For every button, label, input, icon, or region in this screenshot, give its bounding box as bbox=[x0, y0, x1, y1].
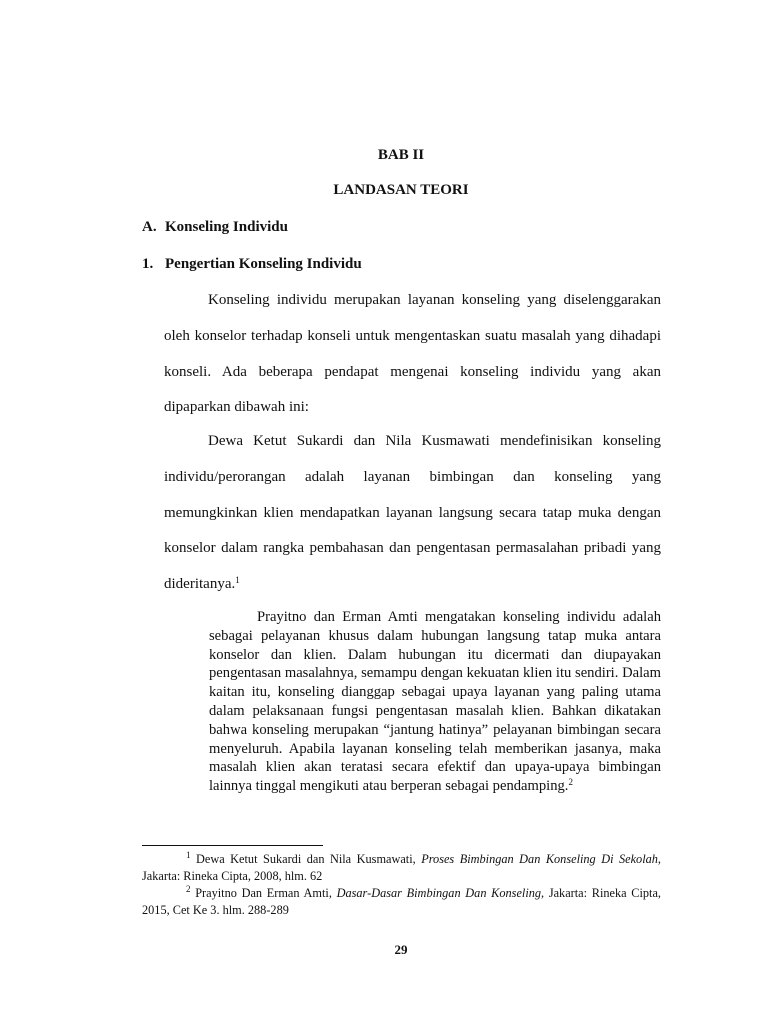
section-marker: A. bbox=[142, 219, 157, 235]
footnote bbox=[142, 851, 661, 885]
page-number: 29 bbox=[394, 942, 408, 957]
paragraph-text: Dewa Ketut Sukardi dan Nila Kusmawati mendefinisikan konseling individu/perorangan adalah layanan bimbingan dan konseling yang memungkinkan klien mendapatkan layanan langsung secara tatap muka dengan konselor dalam rangka pembahasan dan pengentasan permasalahan pribadi yang dideritanya. bbox=[164, 433, 661, 593]
footnote-text: Prayitno Dan Erman Amti, bbox=[195, 886, 337, 900]
footnote-publication: , Jakarta: Rineka Cipta, 2015, Cet Ke 3. hlm. 288-289 bbox=[142, 886, 661, 917]
block-quote bbox=[209, 608, 661, 796]
footnote-number: 2 bbox=[186, 884, 191, 894]
quote-text: Prayitno dan Erman Amti mengatakan konseling individu adalah sebagai pelayanan khusus dalam hubungan langsung tatap muka antara konselor dan klien. Dalam hubungan itu dicermati dan diupayakan pengentasan masalahnya, semampu dengan kekuatan klien itu sendiri. Dalam kaitan itu, konseling dianggap sebagai upaya layanan yang paling utama dalam pelaksanaan fungsi pengentasan masalah klien. Bahkan dikatakan bahwa konseling merupakan “jantung hatinya” pelayanan bimbingan secara menyeluruh. Apabila layanan konseling telah memberikan jasanya, maka masalah klien akan teratasi secara efektif dan upaya-upaya bimbingan lainnya tinggal mengikuti atau berperan sebagai pendamping. bbox=[209, 609, 661, 795]
footnote-publication: , Jakarta: Rineka Cipta, 2008, hlm. 62 bbox=[142, 852, 661, 883]
subsection-marker: 1. bbox=[142, 256, 154, 272]
footnote-book-title: Dasar-Dasar Bimbingan Dan Konseling bbox=[336, 886, 542, 900]
footnote-number: 1 bbox=[186, 850, 191, 860]
section-heading bbox=[142, 219, 288, 236]
footnote-book-title: Proses Bimbingan Dan Konseling Di Sekolah bbox=[421, 852, 658, 866]
subsection-title: Pengertian Konseling Individu bbox=[165, 256, 362, 272]
footnote bbox=[142, 885, 661, 919]
body-paragraph-intro bbox=[164, 283, 661, 426]
footnote-separator bbox=[142, 845, 323, 846]
section-title: Konseling Individu bbox=[165, 219, 288, 235]
chapter-label: BAB II bbox=[377, 147, 425, 163]
footnote-reference: 1 bbox=[235, 575, 240, 586]
chapter-title: LANDASAN TEORI bbox=[333, 182, 469, 198]
footnote-text: Dewa Ketut Sukardi dan Nila Kusmawati, bbox=[196, 852, 422, 866]
subsection-heading bbox=[142, 256, 362, 273]
footnotes bbox=[142, 851, 661, 919]
body-paragraph-definition bbox=[164, 424, 661, 603]
paragraph-text: Konseling individu merupakan layanan konseling yang diselenggarakan oleh konselor terhadap konseli untuk mengentaskan suatu masalah yang dihadapi konseli. Ada beberapa pendapat mengenai konseling individu yang akan dipaparkan dibawah ini: bbox=[164, 292, 661, 416]
footnote-reference: 2 bbox=[568, 777, 573, 788]
